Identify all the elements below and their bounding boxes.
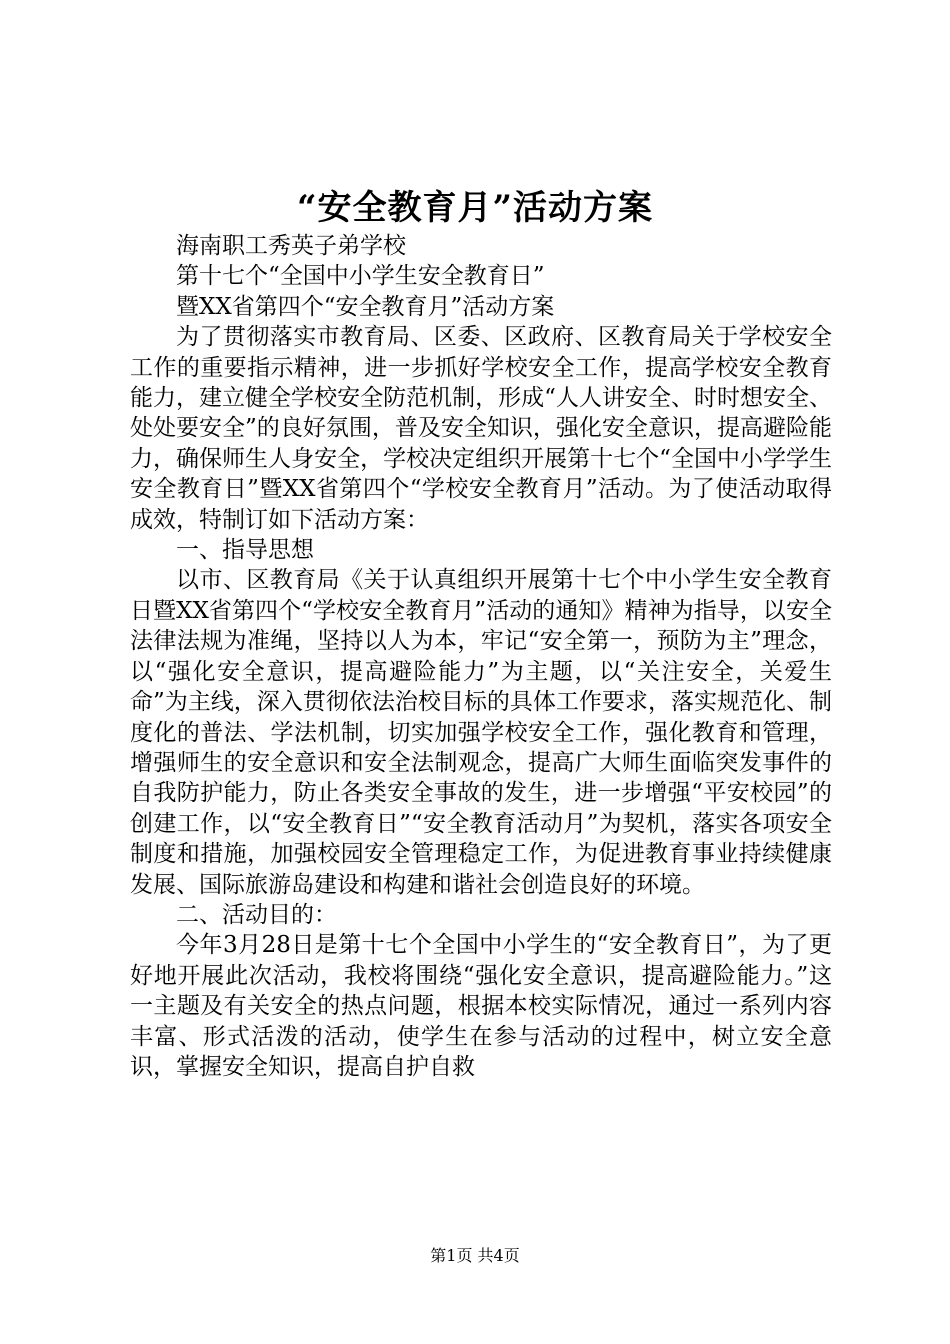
- guiding-ideology-paragraph: 以市、区教育局《关于认真组织开展第十七个中小学生安全教育日暨XX省第四个“学校安全教育月”活动的通知》精神为指导，以安全法律法规为准绳，坚持以人为本，牢记“安全第一，预防为主”理念，以“强化安全意识，提高避险能力”为主题，以“关注安全，关爱生命”为主线，深入贯彻依法治校目标的具体工作要求，落实规范化、制度化的普法、学法机制，切实加强学校安全工作，强化教育和管理，增强师生的安全意识和安全法制观念，提高广大师生面临突发事件的自我防护能力，防止各类安全事故的发生，进一步增强“平安校园”的创建工作，以“安全教育日”“安全教育活动月”为契机，落实各项安全制度和措施，加强校园安全管理稳定工作，为促进教育事业持续健康发展、国际旅游岛建设和构建和谐社会创造良好的环境。: [130, 567, 832, 898]
- document-title: “安全教育月”活动方案: [296, 188, 654, 228]
- purpose-paragraph: 今年3月28日是第十七个全国中小学生的“安全教育日”，为了更好地开展此次活动，我校将围绕“强化安全意识，提高避险能力。”这一主题及有关安全的热点问题，根据本校实际情况，通过一系列内容丰富、形式活泼的活动，使学生在参与活动的过程中，树立安全意识，掌握安全知识，提高自护自救: [130, 932, 832, 1080]
- section-heading-guiding-ideology: 一、指导思想: [176, 537, 314, 564]
- page-footer: 第1页 共4页: [430, 1246, 520, 1265]
- school-name-line: 海南职工秀英子弟学校: [176, 233, 406, 259]
- event-name-line: 第十七个“全国中小学生安全教育日”: [176, 263, 545, 290]
- intro-paragraph: 为了贯彻落实市教育局、区委、区政府、区教育局关于学校安全工作的重要指示精神，进一步抓好学校安全工作，提高学校安全教育能力，建立健全学校安全防范机制，形成“人人讲安全、时时想安全、处处要安全”的良好氛围，普及安全知识，强化安全意识，提高避险能力，确保师生人身安全，学校决定组织开展第十七个“全国中小学学生安全教育日”暨XX省第四个“学校安全教育月”活动。为了使活动取得成效，特制订如下活动方案：: [130, 324, 832, 533]
- document-body: [130, 231, 832, 1082]
- section-heading-purpose: 二、活动目的：: [176, 901, 337, 928]
- plan-name-line: 暨XX省第四个“安全教育月”活动方案: [176, 293, 555, 320]
